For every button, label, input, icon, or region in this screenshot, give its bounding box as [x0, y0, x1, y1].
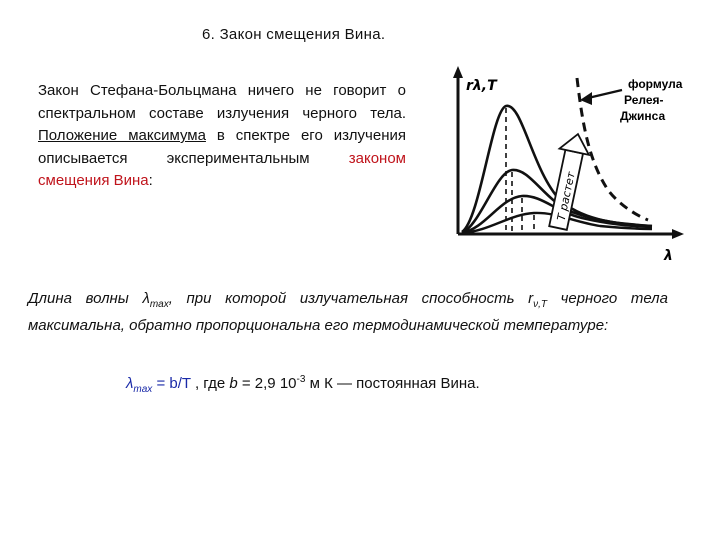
annotation-line-3: Джинса [620, 109, 666, 123]
temperature-arrow-label: T растет [554, 170, 578, 222]
rayleigh-jeans-annotation [620, 77, 683, 123]
formula-text-2: = 2,9 10 [237, 375, 297, 392]
formula-text-3: м К — постоянная Вина. [305, 375, 480, 392]
intro-text-2: в спектре его излучения описывается экспериментальным [38, 127, 406, 167]
annotation-line-2: Релея- [624, 93, 664, 107]
intro-text-3: : [148, 172, 153, 189]
wien-law-highlight: законом смещения Вина [38, 149, 406, 189]
formula-text-1: , где [190, 375, 230, 392]
annotation-line-1: формула [628, 77, 683, 91]
formula-lambda-subscript: max [133, 384, 153, 395]
annotation-arrow-head [580, 92, 592, 105]
formula-exponent: -3 [296, 374, 306, 385]
wien-statement [28, 288, 668, 336]
r-subscript: ν,T [533, 299, 547, 310]
intro-paragraph [38, 80, 406, 193]
intro-underlined-text: Положение максимума [38, 127, 206, 144]
blackbody-spectrum-figure [440, 60, 702, 272]
slide-title: 6. Закон смещения Вина. [202, 26, 386, 43]
x-axis-label: λ [664, 248, 673, 264]
statement-text-1: Длина волны λ [28, 290, 150, 307]
intro-text-1: Закон Стефана-Больцмана ничего не говорит о спектральном составе излучения черного тела. [38, 82, 406, 122]
statement-text-3: черного тела максимальна, обратно пропорциональна его термодинамической температуре: [28, 290, 668, 334]
y-axis-arrow [453, 66, 463, 78]
statement-text-2: , при которой излучательная способность r [168, 290, 534, 307]
wien-formula [126, 374, 480, 395]
formula-b: b [229, 375, 238, 392]
formula-lambda: λ [126, 375, 134, 392]
x-axis-arrow [672, 229, 684, 239]
formula-equation: = b/T [152, 375, 191, 392]
y-axis-label: rλ,T [466, 78, 497, 94]
lambda-max-subscript: max [149, 299, 169, 310]
annotation-arrow [588, 90, 622, 98]
